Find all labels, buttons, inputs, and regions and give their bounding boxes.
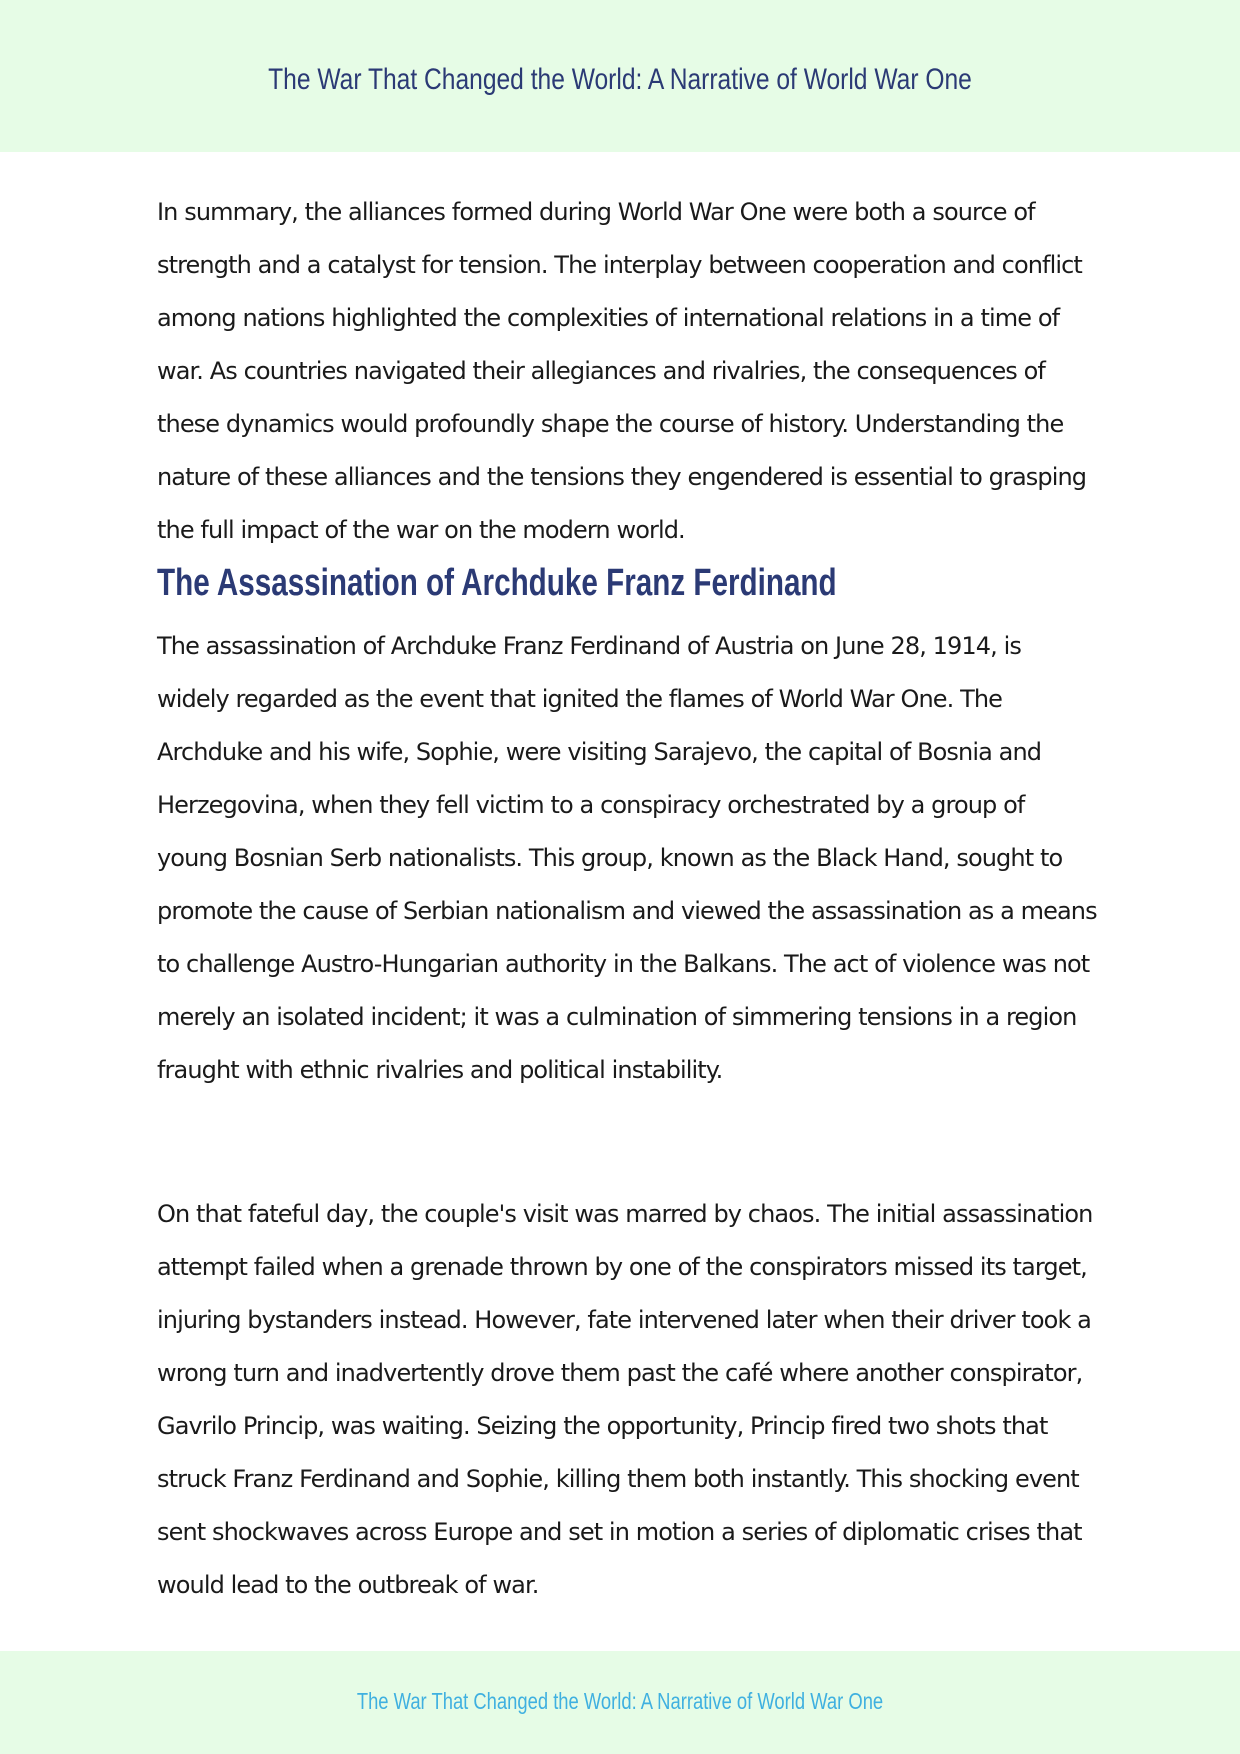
page-header (0, 0, 1240, 152)
running-header-title: The War That Changed the World: A Narrative of World War One (268, 63, 972, 96)
document-body (157, 186, 1097, 1612)
assassination-paragraph-1: The assassination of Archduke Franz Ferdinand of Austria on June 28, 1914, is widely regarded as the event that ignited the flames of World War One. The Archduke and his wife, Sophie, were visiting Sarajevo, the capital of Bosnia and Herzegovina, when they fell victim to a conspiracy orchestrated by a group of young Bosnian Serb nationalists. This group, known as the Black Hand, sought to promote the cause of Serbian nationalism and viewed the assassination as a means to challenge Austro-Hungarian authority in the Balkans. The act of violence was not merely an isolated incident; it was a culmination of simmering tensions in a region fraught with ethnic rivalries and political instability. (157, 632, 1097, 1084)
running-footer-title: The War That Changed the World: A Narrative of World War One (356, 1688, 884, 1714)
page-footer (0, 1651, 1240, 1754)
assassination-paragraph-2: On that fateful day, the couple's visit was marred by chaos. The initial assassination attempt failed when a grenade thrown by one of the conspirators missed its target, injuring bystanders instead. However, fate intervened later when their driver took a wrong turn and inadvertently drove them past the café where another conspirator, Gavrilo Princip, was waiting. Seizing the opportunity, Princip fired two shots that struck Franz Ferdinand and Sophie, killing them both instantly. This shocking event sent shockwaves across Europe and set in motion a series of diplomatic crises that would lead to the outbreak of war. (157, 1200, 1093, 1599)
section-heading: The Assassination of Archduke Franz Ferdinand (157, 562, 837, 604)
summary-paragraph: In summary, the alliances formed during World War One were both a source of strength and a catalyst for tension. The interplay between cooperation and conflict among nations highlighted the complexities of international relations in a time of war. As countries navigated their allegiances and rivalries, the consequences of these dynamics would profoundly shape the course of history. Understanding the nature of these alliances and the tensions they engendered is essential to grasping the full impact of the war on the modern world. (157, 198, 1087, 544)
